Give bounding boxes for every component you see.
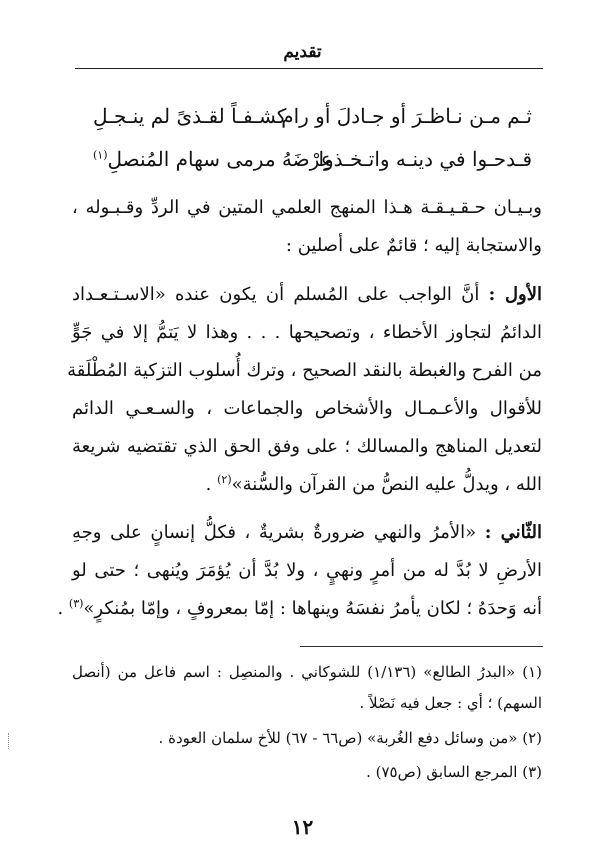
paragraph-line xyxy=(72,466,542,504)
first-principle-heading: الأول : xyxy=(488,284,542,305)
paragraph-end: . xyxy=(57,598,69,619)
verse-second-hemistich: كشـفـاً لقـذىً لم ينـجـلِ xyxy=(93,104,287,128)
page-number: ١٢ xyxy=(291,815,314,839)
paragraph-end: . xyxy=(205,474,218,495)
paragraph-line: لتعديل المناهج والمسالك ؛ على وفق الحق الذي تقتضيه شريعة xyxy=(72,436,542,457)
footnote-marker[interactable]: (٣) xyxy=(68,597,84,610)
paragraph-line xyxy=(72,276,542,314)
paragraph-line: الدائمُ لتجاوز الأخطاء ، وتصحيحها . . . وهذا لا يَتمُّ إلا في جَوٍّ xyxy=(72,322,542,343)
footnote-1-continued: السهم) ؛ أي : جعل فيه نَصْلاً . xyxy=(359,694,542,712)
verse-first-hemistich: ثـم مـن نـاظـرَ أو جـادلَ أو رام xyxy=(281,104,532,128)
paragraph-text: «الأمرُ والنهي ضرورةٌ بشريةٌ ، فكلُّ إنسانٍ على وجهِ xyxy=(72,522,477,543)
paragraph-line: والاستجابة إليه ؛ قائمٌ على أصلين : xyxy=(285,235,542,256)
paragraph-line xyxy=(72,514,542,552)
verse-line xyxy=(75,104,540,144)
paragraph-line xyxy=(57,590,542,628)
paragraph-line: وبـيـان حـقـيـقـة هـذا المنهج العلمي المتين في الردِّ وقـبـوله ، xyxy=(72,197,542,218)
footnote-3: (٣) المرجع السابق (ص٧٥) . xyxy=(366,763,542,781)
header-rule xyxy=(75,68,543,69)
footnote-marker[interactable]: (١) xyxy=(93,148,108,162)
verse-line xyxy=(75,147,540,187)
footnote-marker[interactable]: (٢) xyxy=(217,473,232,486)
paragraph-line: للأقوال والأعـمـال والأشخاص والجماعات ، والسـعـي الدائم xyxy=(72,398,542,419)
scan-edge-mark xyxy=(8,733,11,749)
verse-first-hemistich: قـدحـوا في دينـه واتـخـذوا xyxy=(318,147,532,171)
paragraph-line: من الفرح والغبطة بالنقد الصحيح ، وترك أُسلوب التزكية المُطْلَقة xyxy=(67,360,542,381)
paragraph-line: الأرضِ لا بُدَّ له من أمرٍ ونهيٍ ، ولا بُدَّ أن يُؤمَرَ ويُنهى ؛ حتى لو xyxy=(72,560,542,581)
paragraph-text: أنَّ الواجب على المُسلم أن يكون عنده «الاسـتـعـداد xyxy=(72,284,480,305)
footnote-1: (١) «البدرُ الطالع» (١/١٣٦) للشوكاني . والمنصِل : اسم فاعل من (أنصل xyxy=(72,663,542,681)
paragraph-text: الله ، ويدلُّ عليه النصُّ من القرآن والسُّنة» xyxy=(231,474,542,495)
second-principle-heading: الثّاني : xyxy=(484,522,543,543)
paragraph-text: أنه وَحدَهُ ؛ لكان يأمرُ نفسَهُ وينهاها : إمّا بمعروفٍ ، وإمّا بمُنكرٍ» xyxy=(83,598,542,619)
verse-text: عِرْضَهُ مرمى سهام المُنصلِ xyxy=(107,147,333,171)
footnote-separator xyxy=(300,646,543,647)
footnote-2: (٢) «من وسائل دفع الغُربة» (ص٦٦ - ٦٧) للأخ سلمان العودة . xyxy=(158,729,542,747)
running-head: تقديم xyxy=(283,42,322,62)
verse-second-hemistich xyxy=(93,147,333,171)
